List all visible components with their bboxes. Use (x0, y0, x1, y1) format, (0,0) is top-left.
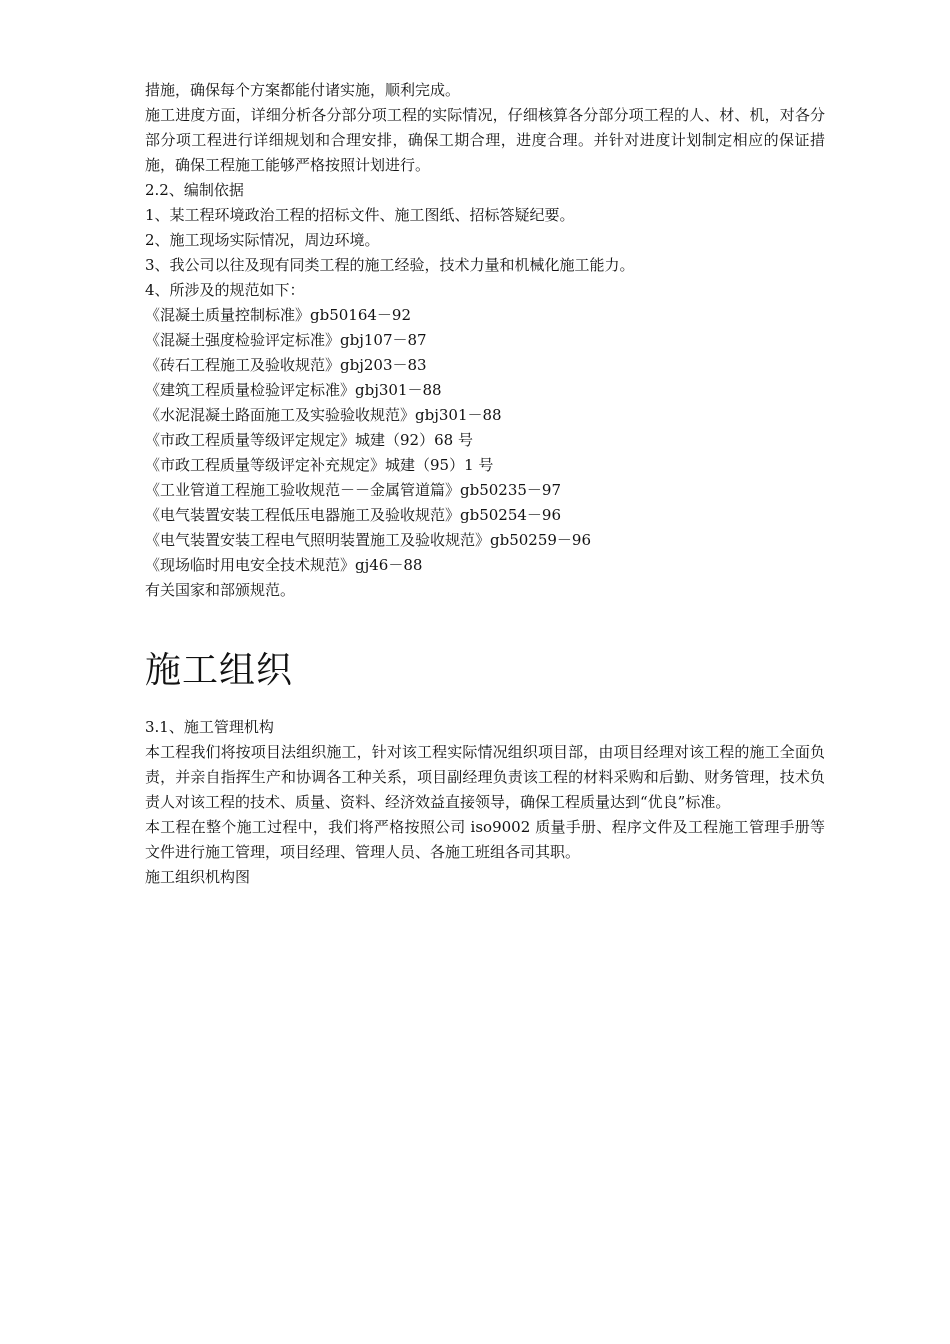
organization-paragraph: 本工程我们将按项目法组织施工，针对该工程实际情况组织项目部，由项目经理对该工程的施工全面负责，并亲自指挥生产和协调各工种关系，项目副经理负责该工程的材料采购和后勤、财务管理，技术负责人对该工程的技术、质量、资料、经济效益直接领导，确保工程质量达到“优良”标准。 (145, 743, 825, 811)
figure-caption: 施工组织机构图 (145, 868, 251, 886)
standard-item: 《市政工程质量等级评定补充规定》城建（95）1 号 (145, 456, 494, 474)
standard-item: 《建筑工程质量检验评定标准》gbj301－88 (145, 381, 442, 399)
section-subtitle: 2.2、编制依据 (145, 181, 244, 199)
section-subtitle: 3.1、施工管理机构 (145, 718, 274, 736)
standard-item: 《现场临时用电安全技术规范》gj46－88 (145, 556, 423, 574)
standard-item: 《水泥混凝土路面施工及实验验收规范》gbj301－88 (145, 406, 502, 424)
standard-item: 《市政工程质量等级评定规定》城建（92）68 号 (145, 431, 473, 449)
document-page (145, 78, 825, 890)
management-paragraph: 本工程在整个施工过程中，我们将严格按照公司 iso9002 质量手册、程序文件及工程施工管理手册等文件进行施工管理，项目经理、管理人员、各施工班组各司其职。 (145, 818, 825, 861)
standard-item: 《电气装置安装工程低压电器施工及验收规范》gb50254－96 (145, 506, 562, 524)
standard-item: 《工业管道工程施工验收规范－－金属管道篇》gb50235－97 (145, 481, 562, 499)
standard-item: 《电气装置安装工程电气照明装置施工及验收规范》gb50259－96 (145, 531, 592, 549)
list-item: 4、所涉及的规范如下： (145, 281, 305, 299)
text-line: 有关国家和部颁规范。 (145, 581, 296, 599)
standard-item: 《砖石工程施工及验收规范》gbj203－83 (145, 356, 427, 374)
text-line: 措施，确保每个方案都能付诸实施，顺利完成。 (145, 81, 461, 99)
list-item: 1、某工程环境政治工程的招标文件、施工图纸、招标答疑纪要。 (145, 206, 575, 224)
list-item: 2、施工现场实际情况，周边环境。 (145, 231, 380, 249)
progress-paragraph: 施工进度方面，详细分析各分部分项工程的实际情况，仔细核算各分部分项工程的人、材、机，对各分部分项工程进行详细规划和合理安排，确保工期合理，进度合理。并针对进度计划制定相应的保证措施，确保工程施工能够严格按照计划进行。 (145, 106, 825, 174)
standard-item: 《混凝土强度检验评定标准》gbj107－87 (145, 331, 427, 349)
section-heading: 施工组织 (145, 650, 294, 691)
list-item: 3、我公司以往及现有同类工程的施工经验，技术力量和机械化施工能力。 (145, 256, 635, 274)
standard-item: 《混凝土质量控制标准》gb50164－92 (145, 306, 412, 324)
